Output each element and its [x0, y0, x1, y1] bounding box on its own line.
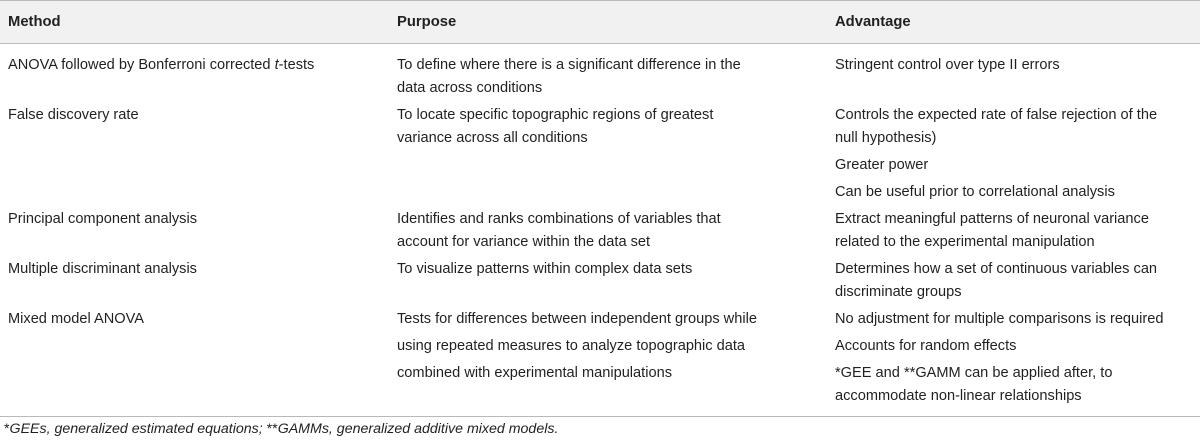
purpose-cell: Tests for differences between independent groups while using repeated measures to analyze topographic data combined with experimental manipulations	[389, 304, 827, 417]
purpose-cell: Identifies and ranks combinations of variables that account for variance within the data set	[397, 211, 721, 250]
advantage-cell: No adjustment for multiple comparisons is required Accounts for random effects *GEE and **GAMM can be applied after, to accommodate non-linear relationships	[827, 304, 1200, 417]
table-row	[0, 204, 1200, 254]
method-cell: False discovery rate	[8, 107, 139, 123]
advantage-cell: Controls the expected rate of false rejection of the null hypothesis) Greater power Can be useful prior to correlational analysis	[835, 107, 1158, 200]
table-footnote: *GEEs, generalized estimated equations; **GAMMs, generalized additive mixed models.	[4, 421, 559, 437]
advantage-cell: Extract meaningful patterns of neuronal variance related to the experimental manipulation	[835, 211, 1149, 250]
advantage-cell: Determines how a set of continuous variables can discriminate groups	[835, 261, 1158, 300]
header-method: Method	[0, 1, 389, 44]
purpose-cell: To visualize patterns within complex data sets	[397, 261, 693, 277]
table-row	[0, 304, 1200, 417]
table-row	[0, 44, 1200, 101]
advantage-cell: Stringent control over type II errors	[835, 57, 1060, 73]
header-advantage: Advantage	[827, 1, 1200, 44]
method-cell: Mixed model ANOVA	[0, 304, 389, 417]
purpose-cell: To define where there is a significant difference in the data across conditions	[397, 57, 741, 96]
header-purpose: Purpose	[389, 1, 827, 44]
table-body	[0, 44, 1200, 417]
table-row	[0, 254, 1200, 304]
method-cell: ANOVA followed by Bonferroni corrected t-tests	[8, 57, 315, 73]
table-row	[0, 100, 1200, 204]
method-cell: Multiple discriminant analysis	[8, 261, 197, 277]
header-row	[0, 1, 1200, 44]
table-header	[0, 1, 1200, 44]
purpose-cell: To locate specific topographic regions of greatest variance across all conditions	[397, 107, 714, 146]
method-cell: Principal component analysis	[8, 211, 198, 227]
